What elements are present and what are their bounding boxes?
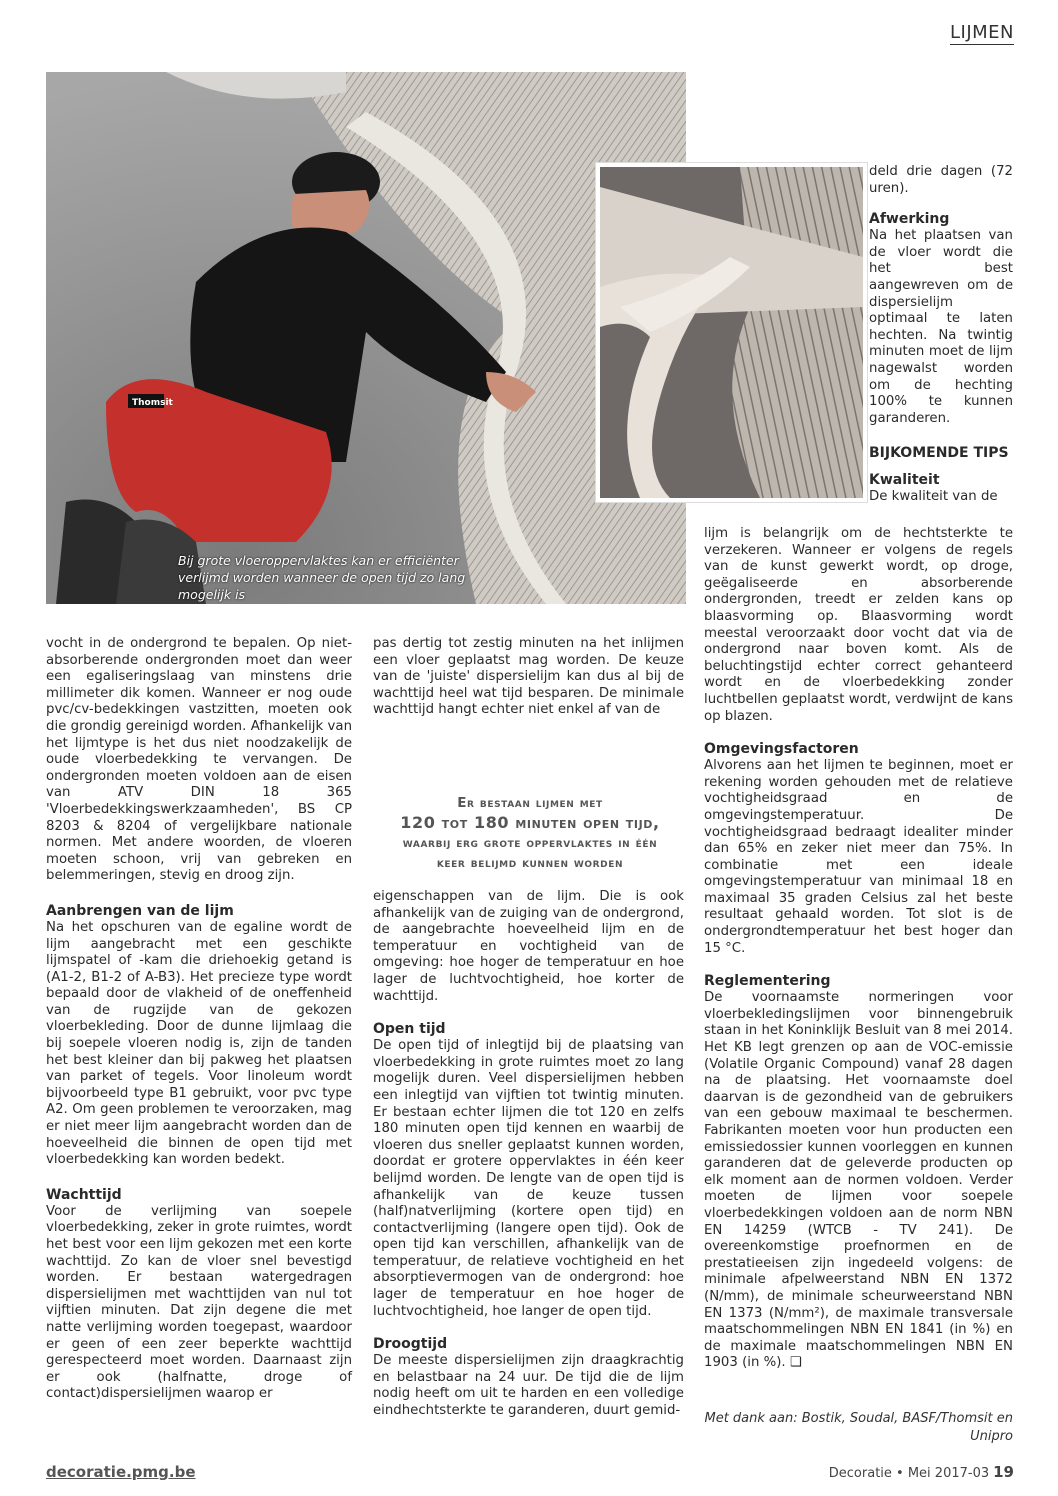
column-3-narrow — [869, 164, 1013, 506]
heading-afwerking: Afwerking — [869, 211, 950, 228]
page-number: 19 — [993, 1463, 1014, 1481]
footer-issue — [829, 1463, 1014, 1481]
heading-droogtijd: Droogtijd — [373, 1336, 448, 1353]
issue-label: Decoratie • Mei 2017-03 — [828, 1466, 990, 1481]
paragraph: Voor de verlijming van soepele vloerbedekking, zeker in grote ruimtes, wordt het best voor een lijm gekozen met een korte wachttijd. Zo kan de vloer snel bevestigd worden. Er bestaan watergedragen dispersielijmen met wachttijden van nul tot vijftien minuten. Dat zijn degene die met natte verlijming worden toegepast, waardoor er geen of een zeer beperkte wachttijd gerespecteerd moet worden. Daarnaast zijn er ook (halfnatte, droge of contact)dispersielijmen waarop er — [46, 1203, 352, 1402]
shirt-logo: Thomsit — [132, 398, 173, 408]
column-2 — [373, 636, 684, 719]
paragraph: vocht in de ondergrond te bepalen. Op niet-absorberende ondergronden moet dan weer een egaliseringslaag van minstens drie millimeter dik komen. Wanneer er nog oude pvc/cv-bedekkingen vastzitten, moeten ook die grondig gereinigd worden. Afhankelijk van het lijmtype is het dus niet noodzakelijk de oude vloerbedekking te vervangen. De ondergronden moeten voldoen aan de eisen van ATV DIN 18 365 'Vloerbedekkingswerkzaamheden', BS CP 8203 & 8204 of vergelijkbare nationale normen. Met andere woorden, de vloeren moeten schoon, vrij van gebreken en belemmeringen, stevig en droog zijn. — [46, 636, 352, 884]
acknowledgements: Met dank aan: Bostik, Soudal, BASF/Thomsit en Unipro — [704, 1411, 1013, 1444]
footer-website-link[interactable]: decoratie.pmg.be — [46, 1463, 196, 1481]
photo-caption: Bij grote vloeroppervlaktes kan er efficiënter verlijmd worden wanneer de open tijd zo lang mogelijk is — [178, 553, 466, 602]
column-3 — [704, 526, 1013, 1372]
paragraph: De open tijd of inlegtijd bij de plaatsing van vloerbedekking in grote ruimtes moet zo lang mogelijk duren. Veel dispersielijmen hebben een inlegtijd van vijftien tot twintig minuten. Er bestaan echter lijmen die tot 120 en zelfs 180 minuten open tijd kennen en waarbij de vloeren dus sneller geplaatst kunnen worden, doordat er grotere oppervlaktes in één keer belijmd worden. De lengte van de open tijd is afhankelijk van de keuze tussen (half)natverlijming (kortere open tijd) en contactverlijming (langere open tijd). Ook de open tijd kan verschillen, afhankelijk van de temperatuur, de relatieve vochtigheid en het absorptievermogen van de ondergrond: hoe lager de temperatuur en hoe hoger de luchtvochtigheid, hoe langer de open tijd. — [373, 1038, 684, 1319]
heading-open-tijd: Open tijd — [373, 1021, 446, 1038]
main-photo — [46, 72, 686, 604]
heading-bijkomende-tips: BIJKOMENDE TIPS — [869, 445, 1009, 462]
paragraph: De kwaliteit van de — [869, 489, 998, 505]
paragraph: De meeste dispersielijmen zijn draagkrachtig en belastbaar na 24 uur. De tijd die de lijm nodig heeft om uit te harden en een volledige eindhechtsterkte te garanderen, duurt gemid- — [373, 1353, 684, 1419]
pull-quote-line: keer belijmd kunnen worden — [436, 855, 624, 871]
inset-photo — [596, 163, 867, 502]
paragraph: deld drie dagen (72 uren). — [869, 164, 1013, 196]
paragraph: Na het plaatsen van de vloer wordt die het best aangewreven om de dispersielijm optimaal te laten hechten. Na twintig minuten moet de lijm nagewalst worden om de hechting 100% te kunnen garanderen. — [869, 228, 1013, 426]
heading-omgevingsfactoren: Omgevingsfactoren — [704, 741, 859, 758]
floor-installer-illustration — [46, 72, 686, 604]
paragraph: Na het opschuren van de egaline wordt de lijm aangebracht met een geschikte lijmspatel of -kam die driehoekig getand is (A1-2, B1-2 of A-B3). Het precieze type wordt bepaald door de vlakheid of de oneffenheid van de rugzijde van de gekozen vloerbekleding. Door de dunne lijmlaag die bij soepele vloeren nodig is, zijn de tanden het best kleiner dan bij pakweg het plaatsen van parket of tegels. Voor linoleum wordt bijvoorbeeld type B1 gebruikt, voor pvc type A2. Om geen problemen te veroorzaken, mag er niet meer lijm aangebracht worden dan de hoeveelheid die binnen de open tijd met vloerbedekking kan worden bedekt. — [46, 919, 352, 1168]
paragraph: Alvorens aan het lijmen te beginnen, moet er rekening worden gehouden met de relatieve vochtigheidsgraad en de omgevingstemperatuur. De vochtigheidsgraad bedraagt idealiter minder dan 65% en zeker niet meer dan 75%. In combinatie met een ideale omgevingstemperatuur van minimaal 18 en maximaal 35 graden Celsius zal het beste resultaat gehaald worden. Tot slot is de ondergrondtemperatuur het best hoger dan 15 °C. — [704, 758, 1013, 956]
heading-kwaliteit: Kwaliteit — [869, 472, 940, 489]
paragraph: lijm is belangrijk om de hechtsterkte te verzekeren. Wanneer er volgens de regels van de kunst gewerkt wordt, op droge, geëgaliseerde en absorberende ondergronden, treedt er zelden kans op blaasvorming op. Blaasvorming wordt meestal veroorzaakt door vocht dat via de ondergrond naar boven komt. Als de beluchtingstijd echter correct gehanteerd wordt en de vloerbedekking zonder luchtbellen geplaatst wordt, verdwijnt de kans op blazen. — [704, 526, 1013, 724]
pull-quote-line: Er bestaan lijmen met — [457, 795, 603, 811]
heading-reglementering: Reglementering — [704, 973, 831, 990]
pull-quote-line: waarbij erg grote oppervlaktes in één — [402, 835, 658, 851]
column-1 — [46, 636, 352, 1403]
column-2-continued — [373, 889, 684, 1420]
paragraph — [704, 990, 1013, 1372]
end-mark: ❑ — [789, 1355, 802, 1371]
glue-comb-illustration — [600, 167, 863, 498]
heading-wachttijd: Wachttijd — [46, 1186, 122, 1203]
paragraph-text: De voornaamste normeringen voor vloerbekledingslijmen voor binnengebruik staan in het Koninklijk Besluit van 8 mei 2014. Het KB legt grenzen op aan de VOC-emissie (Volatile Organic Compound) vanaf 28 dagen na de plaatsing. Het voornaamste doel daarvan is de gezondheid van de gebruikers van een gebouw maximaal te beschermen. Fabrikanten moeten voor hun producten een emissiedossier kunnen voorleggen en kunnen garanderen dat de geleverde producten op elk moment aan de normen voldoen. Verder moeten de lijmen voor soepele vloerbedekkingen voldoen aan de norm NBN EN 14259 (WTCB - TV 241). De overeenkomstige proefnormen en de prestatieeisen zijn ingedeeld volgens: de minimale afpelweerstand NBN EN 1372 (N/mm), de minimale scheurweerstand NBN EN 1373 (N/mm²), de maximale transversale maatschommelingen NBN EN 1841 (in %) en de maximale maatschommelingen NBN EN 1903 (in %). — [704, 990, 1013, 1371]
paragraph: pas dertig tot zestig minuten na het inlijmen een vloer geplaatst mag worden. De keuze van de 'juiste' dispersielijm kan dus al bij de wachttijd heel wat tijd besparen. De minimale wachttijd hangt echter niet enkel af van de — [373, 636, 684, 718]
section-tag: LIJMEN — [949, 22, 1014, 43]
paragraph: eigenschappen van de lijm. Die is ook afhankelijk van de zuiging van de ondergrond, de aangebrachte hoeveelheid lijm en de temperatuur en vochtigheid van de omgeving: hoe hoger de temperatuur en hoe lager de luchtvochtigheid, hoe korter de wachttijd. — [373, 889, 684, 1004]
pull-quote-line: 120 tot 180 minuten open tijd, — [400, 813, 660, 832]
heading-aanbrengen: Aanbrengen van de lijm — [46, 902, 234, 919]
pull-quote — [376, 793, 684, 873]
